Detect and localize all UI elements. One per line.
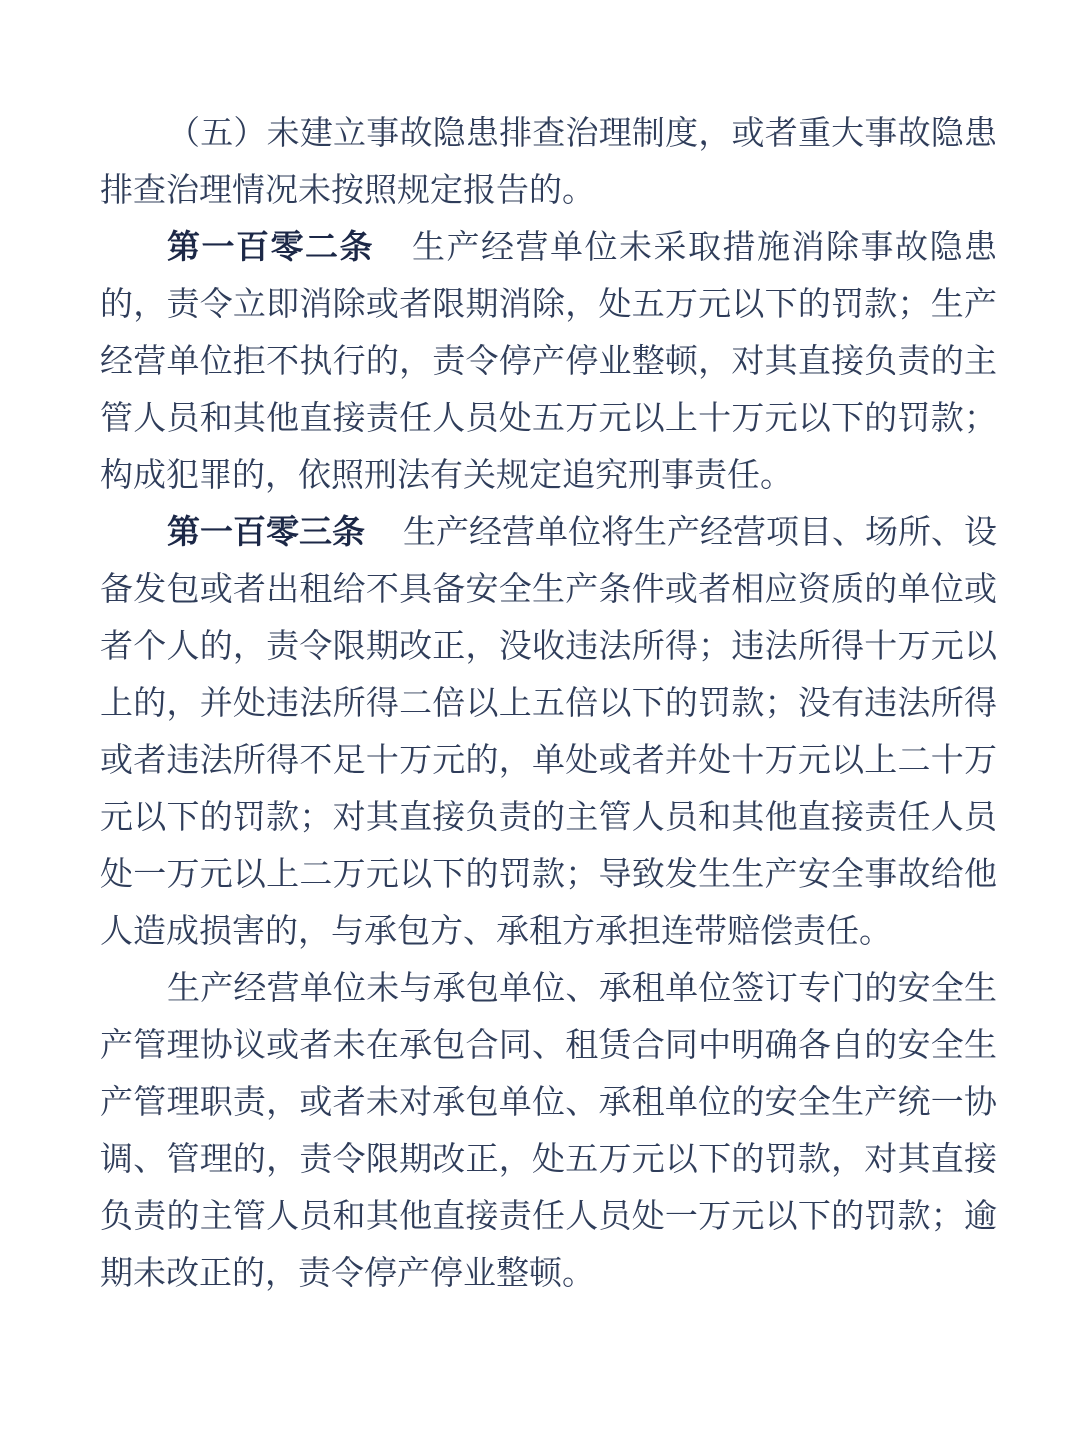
paragraph-text: （五）未建立事故隐患排查治理制度，或者重大事故隐患排查治理情况未按照规定报告的。	[100, 113, 997, 209]
paragraph-text: 生产经营单位将生产经营项目、场所、设备发包或者出租给不具备安全生产条件或者相应资质的单位或者个人的，责令限期改正，没收违法所得；违法所得十万元以上的，并处违法所得二倍以上五倍以下的罚款；没有违法所得或者违法所得不足十万元的，单处或者并处十万元以上二十万元以下的罚款；对其直接负责的主管人员和其他直接责任人员处一万元以上二万元以下的罚款；导致发生生产安全事故给他人造成损害的，与承包方、承租方承担连带赔偿责任。	[100, 512, 997, 950]
paragraph-text: 生产经营单位未采取措施消除事故隐患的，责令立即消除或者限期消除，处五万元以下的罚款；生产经营单位拒不执行的，责令停产停业整顿，对其直接负责的主管人员和其他直接责任人员处五万元以上十万元以下的罚款；构成犯罪的，依照刑法有关规定追究刑事责任。	[100, 227, 997, 494]
article-103-paragraph	[100, 503, 997, 959]
clause-item-paragraph	[100, 104, 997, 218]
article-number: 第一百零三条	[167, 512, 365, 551]
article-number: 第一百零二条	[167, 227, 374, 266]
article-103-second-paragraph	[100, 959, 997, 1301]
article-102-paragraph	[100, 218, 997, 503]
paragraph-text: 生产经营单位未与承包单位、承租单位签订专门的安全生产管理协议或者未在承包合同、租赁合同中明确各自的安全生产管理职责，或者未对承包单位、承租单位的安全生产统一协调、管理的，责令限期改正，处五万元以下的罚款，对其直接负责的主管人员和其他直接责任人员处一万元以下的罚款；逾期未改正的，责令停产停业整顿。	[100, 968, 997, 1292]
